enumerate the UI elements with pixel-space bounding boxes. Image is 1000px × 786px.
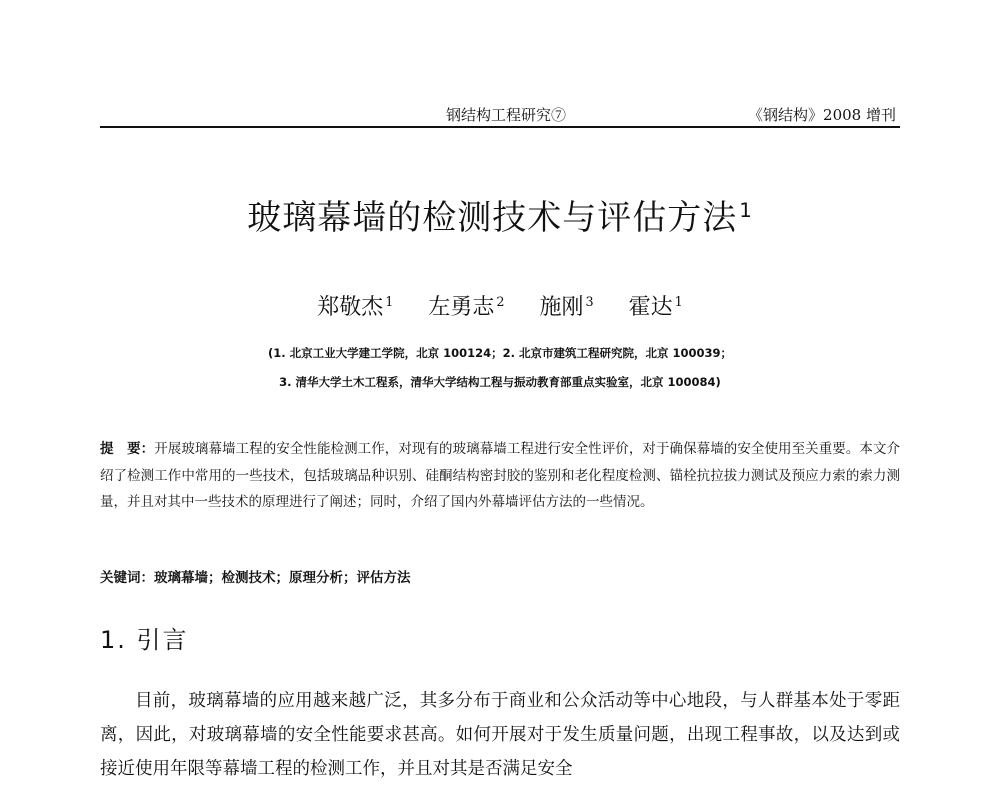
header-rule [100, 126, 900, 128]
author-affiliation-mark: 1 [385, 294, 394, 310]
paper-title [0, 190, 1000, 239]
author [629, 290, 683, 321]
keywords [100, 566, 900, 586]
author-affiliation-mark: 2 [496, 294, 505, 310]
author-affiliation-mark: 3 [585, 294, 594, 310]
author-name: 施刚 [539, 295, 584, 320]
author-affiliation-mark: 1 [674, 294, 683, 310]
keywords-label: 关键词： [100, 570, 154, 586]
author-name: 霍达 [628, 295, 673, 320]
author-name: 郑敬杰 [317, 295, 384, 320]
abstract-text: 开展玻璃幕墙工程的安全性能检测工作，对现有的玻璃幕墙工程进行安全性评价，对于确保幕墙的安全使用至关重要。本文介绍了检测工作中常用的一些技术，包括玻璃品种识别、硅酮结构密封胶的鉴别和老化程度检测、锚栓抗拉拔力测试及预应力索的索力测量，并且对其中一些技术的原理进行了阐述；同时，介绍了国内外幕墙评估方法的一些情况。 [100, 441, 901, 510]
running-head-journal: 《钢结构》2008 增刊 [748, 106, 896, 124]
running-head-series: 钢结构工程研究⑦ [446, 106, 567, 124]
author [540, 290, 594, 321]
affiliation-line-1: (1. 北京工业大学建工学院，北京 100124；2. 北京市建筑工程研究院，北京 100039； [267, 346, 733, 360]
body-paragraph: 目前，玻璃幕墙的应用越来越广泛，其多分布于商业和公众活动等中心地段，与人群基本处于零距离，因此，对玻璃幕墙的安全性能要求甚高。如何开展对于发生质量问题，出现工程事故，以及达到或接近使用年限等幕墙工程的检测工作，并且对其是否满足安全 [100, 691, 900, 779]
running-head [100, 104, 900, 126]
section-heading: 1. 引言 [100, 626, 189, 654]
author-name: 左勇志 [428, 295, 495, 320]
author-list [0, 290, 1000, 321]
affiliation-line-2: 3. 清华大学土木工程系，清华大学结构工程与振动教育部重点实验室，北京 100084) [279, 375, 721, 389]
author [317, 290, 393, 321]
keywords-value: 玻璃幕墙；检测技术；原理分析；评估方法 [154, 570, 411, 586]
paper-title-text: 玻璃幕墙的检测技术与评估方法 [247, 198, 738, 238]
abstract [100, 436, 900, 516]
title-footnote-mark: 1 [739, 198, 753, 222]
author [428, 290, 504, 321]
abstract-label: 提 要： [100, 441, 155, 457]
